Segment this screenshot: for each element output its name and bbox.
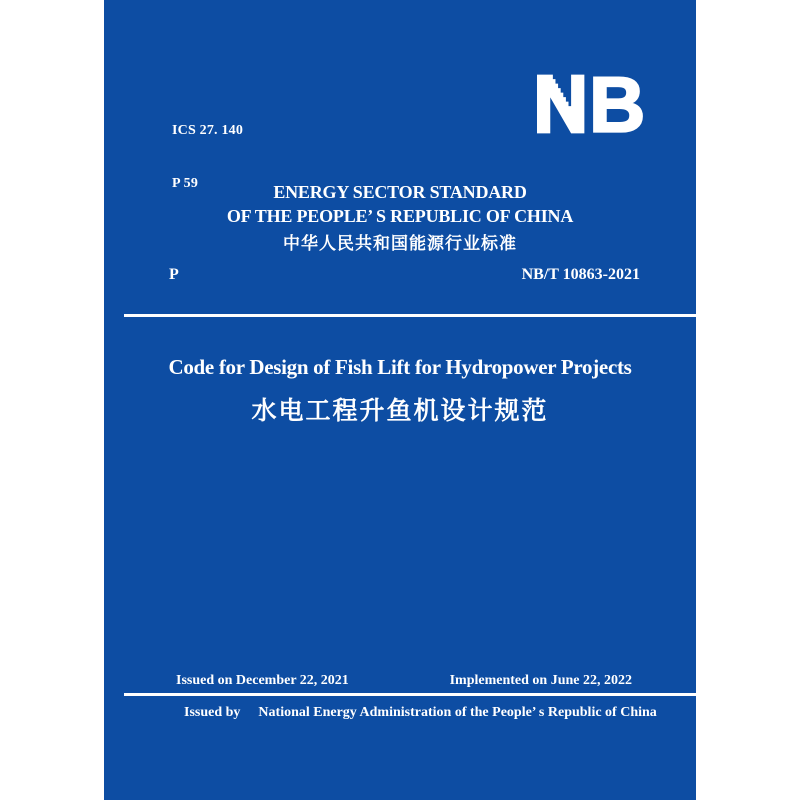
nb-logo-b-glyph: B [589, 74, 645, 134]
top-divider-line [124, 314, 696, 317]
doc-class-letter: P [169, 266, 179, 283]
ics-code: ICS 27. 140 [172, 123, 244, 138]
classification-code: P 59 [172, 175, 199, 191]
issuing-authority: National Energy Administration of the People’ s Republic of China [258, 705, 657, 720]
issued-by-label: Issued by [184, 705, 241, 720]
standard-name-en-line1: ENERGY SECTOR STANDARD [273, 182, 527, 202]
nb-logo-graphic [537, 74, 645, 134]
bottom-divider-line [124, 693, 696, 696]
number-row [169, 266, 640, 284]
standard-name-zh: 中华人民共和国能源行业标准 [283, 234, 517, 253]
issuer-row [184, 705, 657, 721]
nb-logo-n-glyph [537, 75, 584, 134]
standard-name-en [104, 180, 696, 228]
dates-row [176, 673, 632, 689]
standard-name-en-line2: OF THE PEOPLE’ S REPUBLIC OF CHINA [226, 206, 574, 226]
nb-logo [537, 74, 645, 134]
document-title-zh: 水电工程升鱼机设计规范 [251, 398, 549, 425]
standard-number: NB/T 10863-2021 [521, 266, 640, 283]
standard-cover [104, 0, 696, 800]
issued-date: Issued on December 22, 2021 [176, 673, 349, 688]
implemented-date: Implemented on June 22, 2022 [449, 673, 632, 688]
document-title-en: Code for Design of Fish Lift for Hydropower Projects [168, 355, 632, 379]
